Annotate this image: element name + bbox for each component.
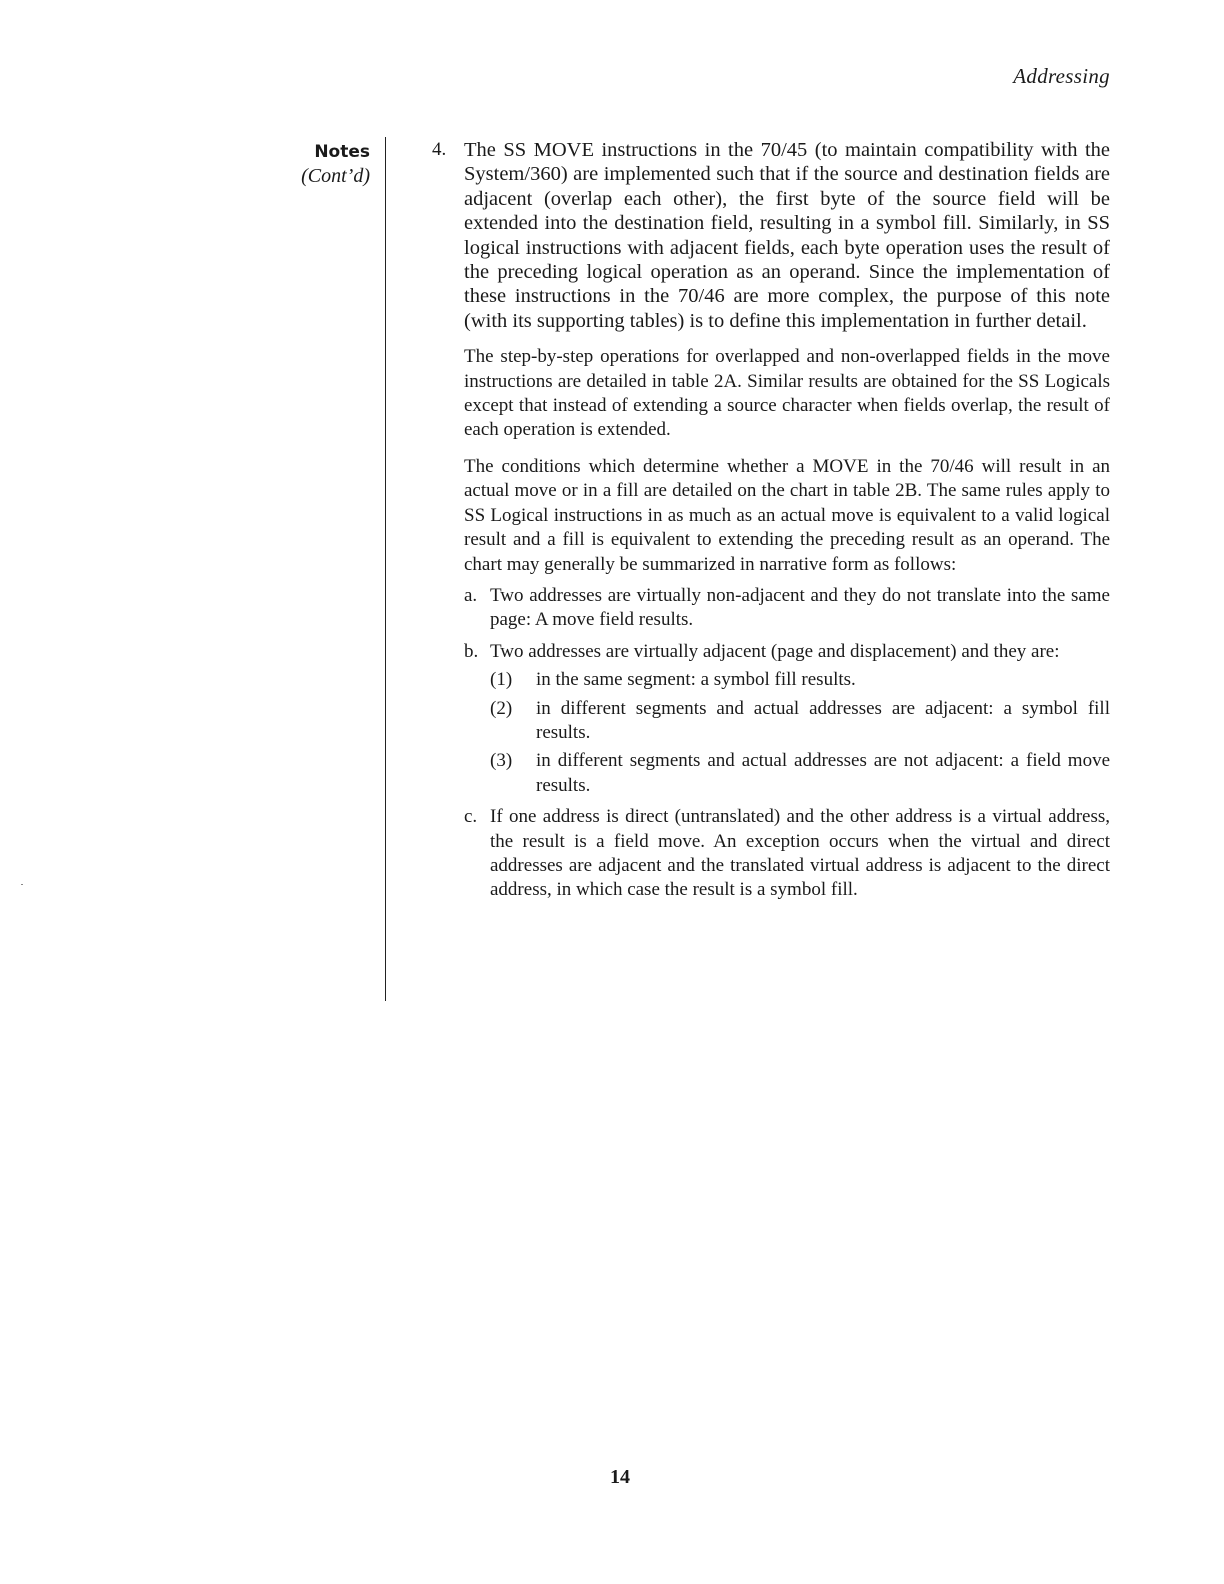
page-number: 14 — [610, 1466, 630, 1488]
nested-list-item — [490, 749, 1110, 798]
list-item — [464, 805, 1110, 903]
margin-notes-label — [301, 140, 370, 188]
list-item-marker: c. — [464, 806, 478, 828]
nested-list-marker: (1) — [490, 669, 513, 691]
list-item-text: Two addresses are virtually non-adjacent and they do not translate into the same page: A move field results. — [490, 584, 1110, 631]
summary-list — [464, 584, 1110, 903]
scan-speck — [21, 884, 23, 885]
list-item-body — [490, 640, 1110, 798]
list-item-text: Two addresses are virtually adjacent (page and displacement) and they are: — [490, 640, 1060, 662]
list-item-text: If one address is direct (untranslated) and the other address is a virtual address, the result is a field move. An exception occurs when the virtual and direct addresses are adjacent and the translated virtual address is adjacent to the direct address, in which case the result is a symbol fill. — [490, 806, 1110, 901]
note-body — [432, 138, 1110, 903]
nested-list-text: in the same segment: a symbol fill results. — [536, 669, 856, 691]
list-item — [464, 584, 1110, 633]
list-item — [464, 640, 1110, 798]
notes-continued: (Cont’d) — [301, 165, 370, 187]
nested-list-item — [490, 697, 1110, 746]
nested-list-marker: (2) — [490, 697, 513, 719]
running-header-title: Addressing — [1013, 64, 1110, 88]
note-paragraph-2: The step-by-step operations for overlapped and non-overlapped fields in the move instructions are detailed in table 2A. Similar results are obtained for the SS Logicals except that instead of extending a source character when fields overlap, the result of each operation is extended. — [464, 346, 1110, 441]
note-paragraph-3: The conditions which determine whether a MOVE in the 70/46 will result in an actual move or in a fill are detailed on the chart in table 2B. The same rules apply to SS Logical instructions in as much as an actual move is equivalent to a valid logical result and a fill is equivalent to extending the preceding result as an operand. The chart may generally be summarized in narrative form as follows: — [464, 455, 1110, 575]
list-item-marker: b. — [464, 640, 479, 662]
nested-list-text: in different segments and actual addresses are not adjacent: a field move results. — [536, 750, 1110, 796]
note-content — [464, 138, 1110, 903]
nested-list-text: in different segments and actual addresses are adjacent: a symbol fill results. — [536, 697, 1110, 743]
notes-heading: Notes — [314, 142, 370, 162]
margin-rule — [385, 137, 386, 1001]
note-item-4 — [432, 138, 1110, 903]
note-number: 4. — [432, 139, 447, 160]
nested-list-marker: (3) — [490, 750, 513, 772]
list-item-marker: a. — [464, 584, 478, 606]
nested-list-item — [490, 668, 1110, 692]
note-paragraph-1: The SS MOVE instructions in the 70/45 (to maintain compatibility with the System/360) are implemented such that if the source and destination fields are adjacent (overlap each other), the first byte of the source field will be extended into the destination field, resulting in a symbol fill. Similarly, in SS logical instructions with adjacent fields, each byte operation uses the result of the preceding logical operation as an operand. Since the implementation of these instructions in the 70/46 are more complex, the purpose of this note (with its supporting tables) is to define this implementation in further detail. — [464, 139, 1110, 332]
